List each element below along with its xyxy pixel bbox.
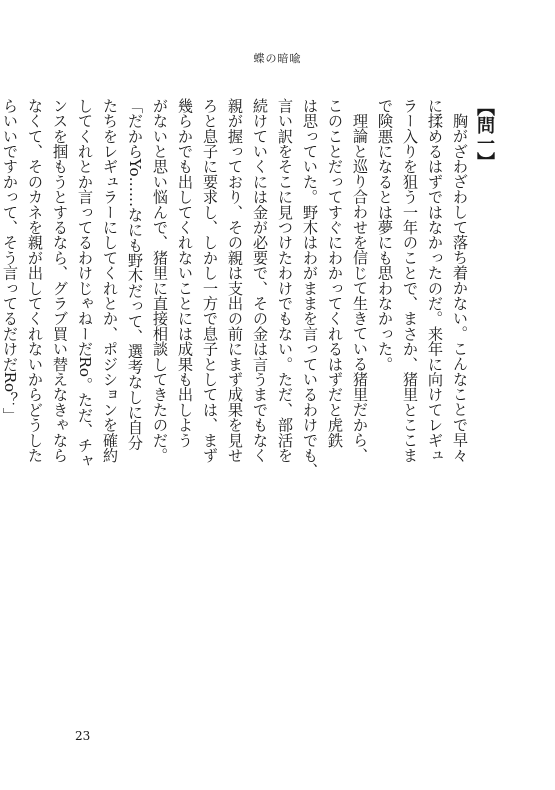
text-line-upper-1: 胸がざわざわして落ち着かない。こんなことで早々	[451, 113, 469, 463]
vertical-text-body	[1, 98, 497, 694]
text-line-lower-3: してくれとか言ってるわけじゃねーだRo。ただ、チャ	[76, 98, 94, 469]
text-line-upper-6: このことだってすぐにわかってくれるはずだと虎鉄	[326, 98, 344, 448]
page-number: 23	[75, 729, 91, 743]
text-line-lower-5: なくて、そのカネを親が出してくれないからどうした	[26, 98, 44, 463]
text-line-upper-7: は思っていた。野木はわがままを言っているわけでも、	[301, 98, 319, 478]
text-line-upper-13: がないと思い悩んで、猪里に直接相談してきたのだ。	[151, 98, 169, 463]
text-line-upper-5: 理論と巡り合わせを信じて生きている猪里だから、	[351, 113, 369, 463]
text-line-upper-9: 続けていくには金が必要で、その金は言うまでもなく	[251, 98, 269, 463]
text-line-upper-11: ろと息子に要求し、しかし一方で息子としては、まず	[201, 98, 219, 463]
text-line-upper-12: 幾らかでも出してくれないことには成果も出しよう	[176, 98, 194, 448]
text-line-upper-3: ラー入りを狙う一年のことで、まさか、猪里とここま	[401, 98, 419, 463]
text-line-lower-6: らいいですかって、そう言ってるだけだRo？」	[1, 98, 19, 423]
text-line-upper-4: で険悪になるとは夢にも思わなかった。	[376, 98, 394, 372]
chapter-heading: 【問一】	[474, 98, 495, 170]
text-line-lower-1: 「だからYo……なにも野木だって、選考なしに自分	[126, 98, 144, 451]
text-line-lower-4: ンスを掴もうとするなら、グラブ買い替えなきゃなら	[51, 98, 69, 463]
running-header: 蝶の暗喩	[253, 52, 302, 65]
text-line-upper-2: に揉めるはずではなかったのだ。来年に向けてレギュ	[426, 98, 444, 463]
text-line-upper-10: 親が握っており、その親は支出の前にまず成果を見せ	[226, 98, 244, 463]
text-line-lower-2: たちをレギュラーにしてくれとか、ポジションを確約	[101, 98, 119, 463]
text-line-upper-8: 言い訳をそこに見つけたわけでもない。ただ、部活を	[276, 98, 294, 463]
